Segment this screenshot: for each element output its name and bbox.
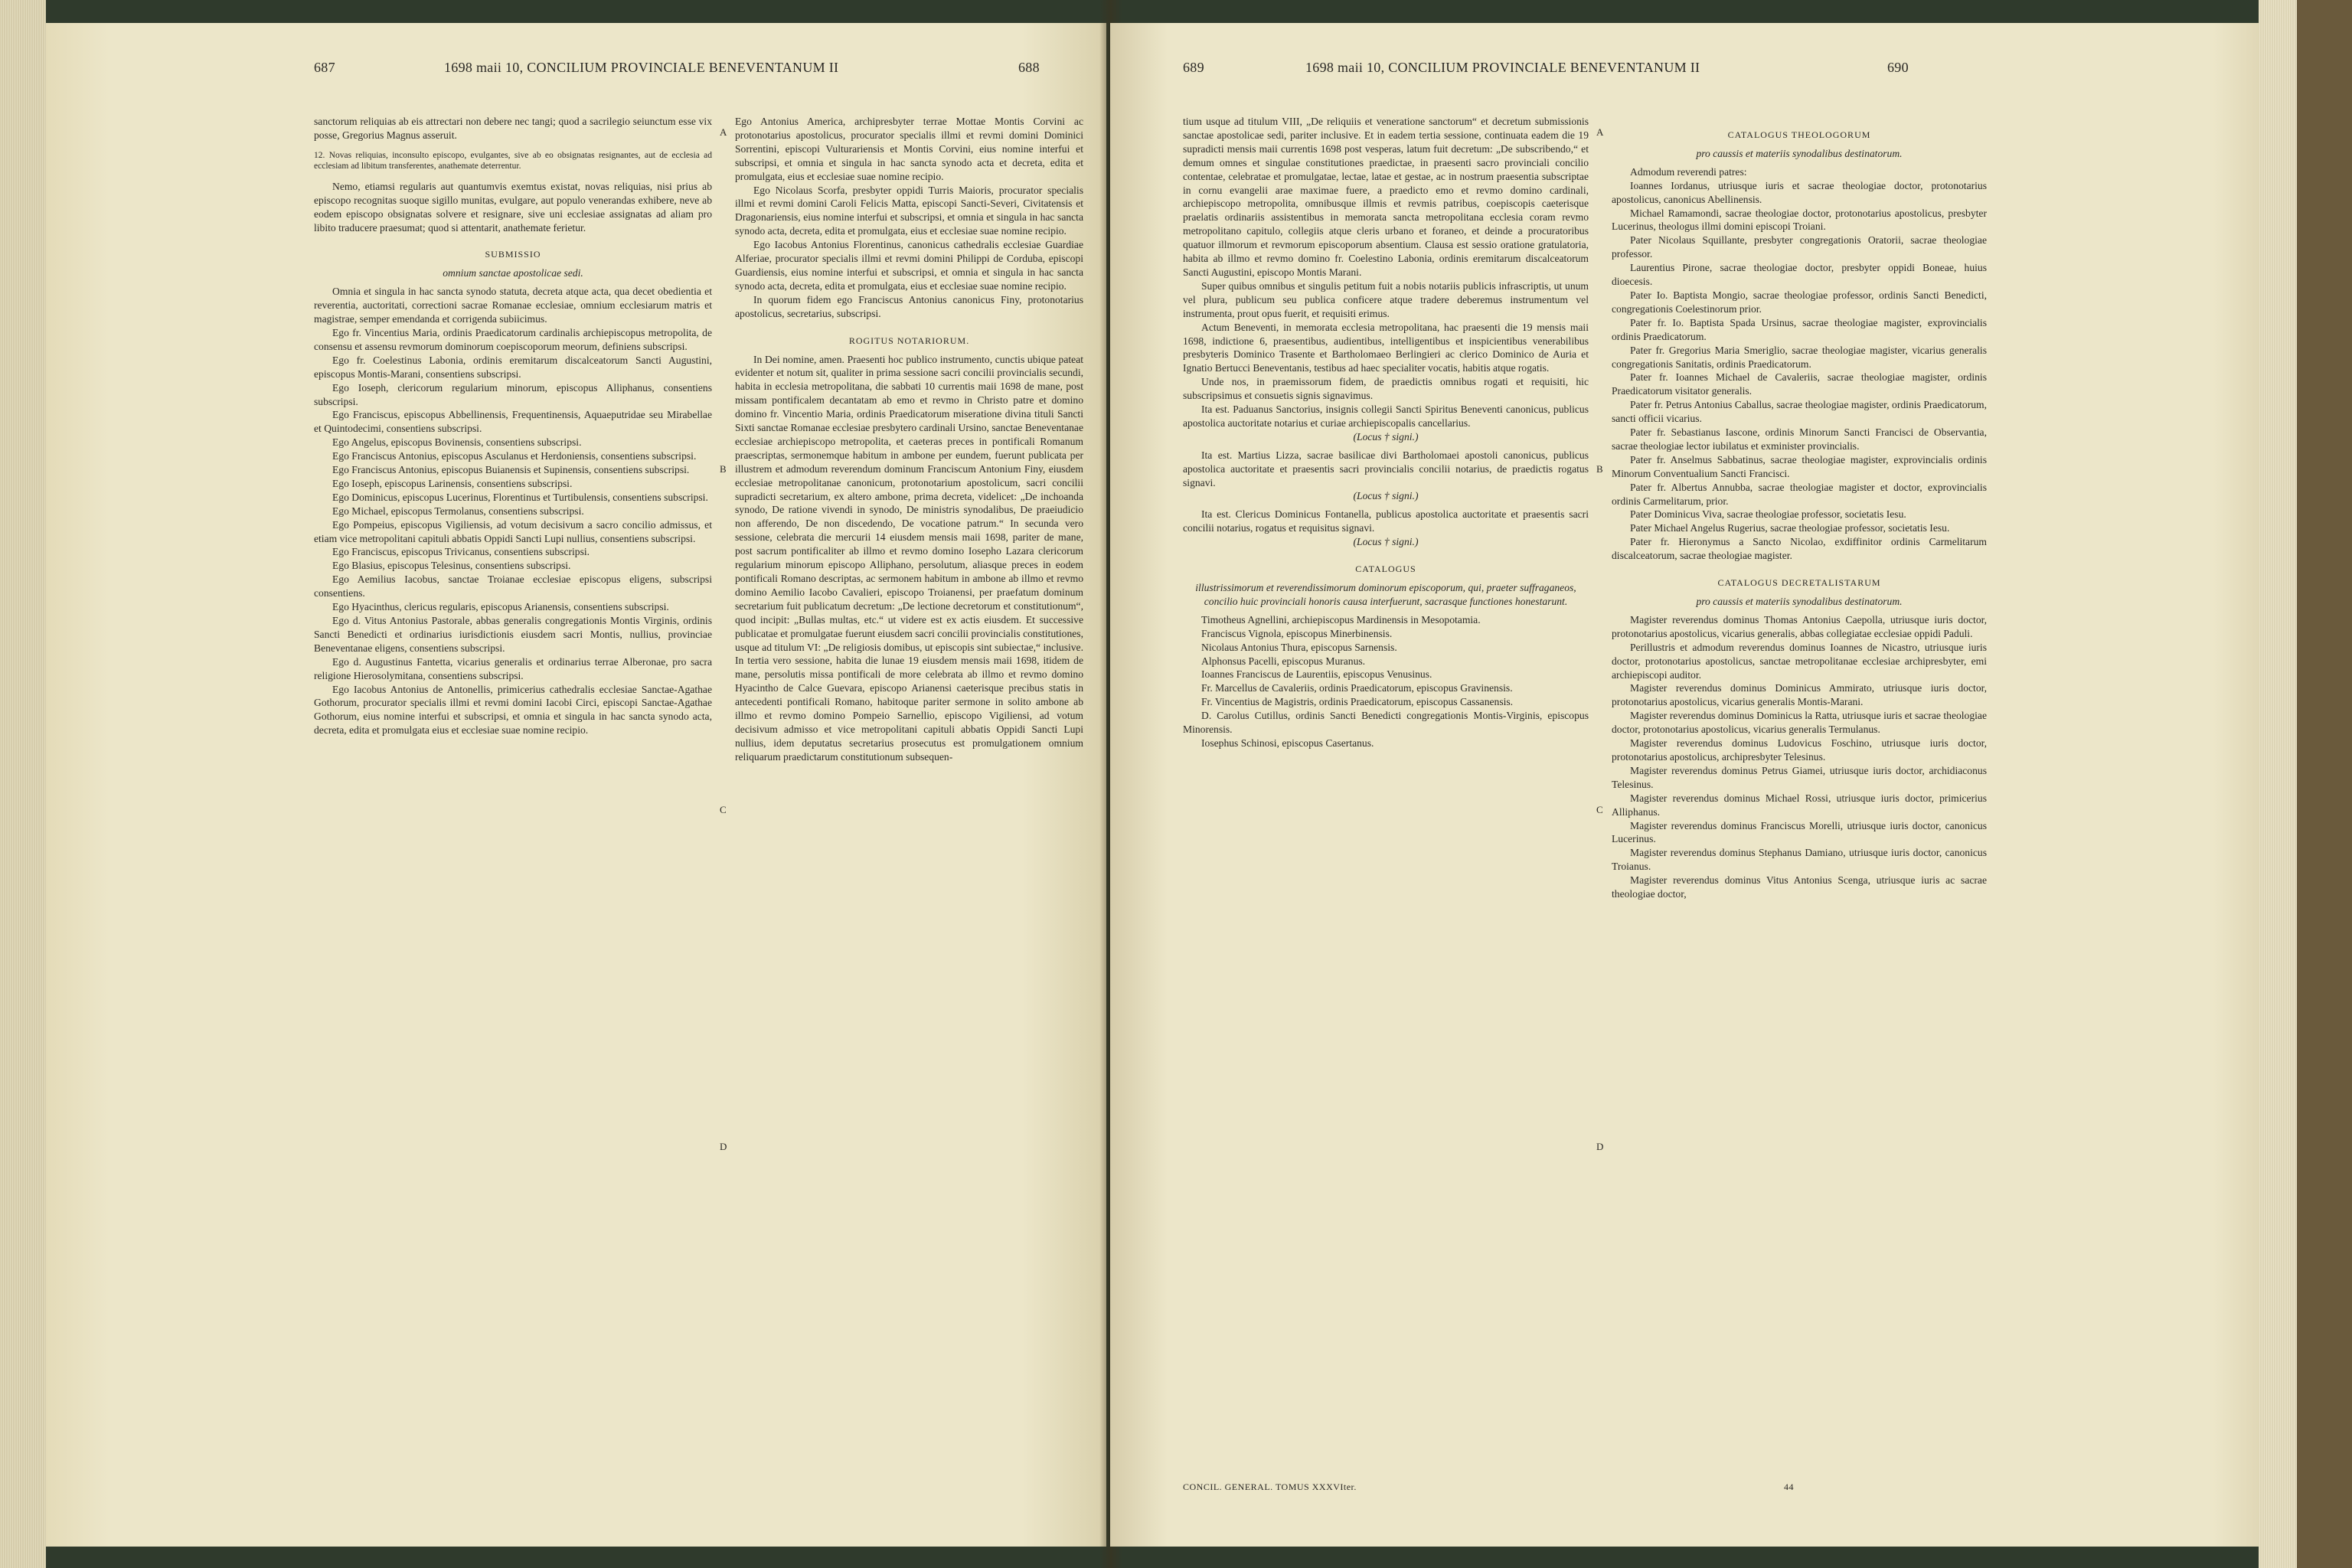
right-page-column-1	[1183, 115, 1589, 750]
paragraph: Pater Io. Baptista Mongio, sacrae theologiae professor, ordinis Sancti Benedicti, congregationis Coelestinorum prior.	[1612, 289, 1987, 315]
paragraph: Magister reverendus dominus Vitus Antonius Scenga, utriusque iuris ac sacrae theologiae doctor,	[1612, 874, 1987, 900]
paragraph: Ego Antonius America, archipresbyter terrae Mottae Montis Corvini ac protonotarius apostolicus, procurator specialis illmi et revmi domini Dominici Sorrentini, episcopi Vulturariensis et Montis Corvini, eius nomine interfui et subscripsi, et omnia et singula in hac sancta synodo acta et decreta, edita et promulgata, eius et ecclesiae suae nomine recipio.	[735, 116, 1083, 182]
margin-letter-a-right: A	[1596, 126, 1604, 138]
paragraph: CATALOGUS DECRETALISTARUM	[1717, 577, 1881, 589]
paragraph: Franciscus Vignola, episcopus Minerbinensis.	[1201, 627, 1393, 639]
paragraph: Fr. Vincentius de Magistris, ordinis Praedicatorum, episcopus Cassanensis.	[1201, 696, 1514, 708]
paragraph: (Locus † signi.)	[1353, 430, 1419, 443]
paragraph: Ego Franciscus, episcopus Trivicanus, consentiens subscripsi.	[332, 546, 590, 558]
paragraph: Ego Hyacinthus, clericus regularis, episcopus Arianensis, consentiens subscripsi.	[332, 601, 669, 613]
margin-letter-b-right: B	[1596, 463, 1603, 475]
paragraph: Pater Dominicus Viva, sacrae theologiae professor, societatis Iesu.	[1630, 508, 1906, 521]
paragraph: Nemo, etiamsi regularis aut quantumvis exemtus existat, novas reliquias, nisi prius ab episcopo recognitas suoque sigillo munitas, evulgare, aut populo venerandas exhibere, neve ab eodem episcopo obsignatas solvere et resignare, sive uni ecclesiae assignatas ad aliam pro libito traducere praesumat; quod si attentarit, anathemate ferietur.	[314, 180, 712, 234]
book-cover-edge	[2297, 0, 2352, 1568]
paragraph: Ego Franciscus, episcopus Abbellinensis, Frequentinensis, Aquaeputridae seu Mirabellae et Quintodecimi, consentiens subscripsi.	[314, 409, 712, 435]
left-page-column-1	[314, 115, 712, 737]
paragraph: Ita est. Clericus Dominicus Fontanella, publicus apostolica auctoritate et praesentis sacri concilii notarius, rogatus et requisitus signavi.	[1183, 508, 1589, 534]
paragraph: Ioannes Franciscus de Laurentiis, episcopus Venusinus.	[1201, 668, 1432, 681]
running-head-left: 1698 maii 10, CONCILIUM PROVINCIALE BENEVENTANUM II	[444, 60, 839, 75]
paragraph: Ego fr. Coelestinus Labonia, ordinis eremitarum discalceatorum Sancti Augustini, episcopus Montis-Marani, consentiens subscripsi.	[314, 354, 712, 380]
paragraph: SUBMISSIO	[485, 249, 541, 260]
paragraph: Ego Aemilius Iacobus, sanctae Troianae ecclesiae episcopus eligens, subscripsi consentiens.	[314, 573, 712, 599]
paragraph: Fr. Marcellus de Cavaleriis, ordinis Praedicatorum, episcopus Gravinensis.	[1201, 682, 1513, 694]
paragraph: ROGITUS NOTARIORUM.	[848, 335, 970, 346]
paragraph: Ego Dominicus, episcopus Lucerinus, Florentinus et Turtibulensis, consentiens subscripsi.	[332, 491, 708, 503]
page-number-690: 690	[1887, 60, 1909, 75]
page-edge-right	[2259, 0, 2297, 1568]
paragraph: Ego d. Vitus Antonius Pastorale, abbas generalis congregationis Montis Virginis, ordinis Sancti Benedicti et ordinarius iurisdictionis eiusdem sacri Montis, nullius, provinciae Beneventanae eligens, consentiens subscripsi.	[314, 615, 712, 654]
paragraph: Perillustris et admodum reverendus dominus Ioannes de Nicastro, utriusque iuris doctor, protonotarius apostolicus, sanctae metropolitanae ecclesiae archipresbyter, emi archiepiscopi auditor.	[1612, 641, 1987, 681]
left-page	[46, 23, 1106, 1547]
page-number-688: 688	[1018, 60, 1040, 75]
paragraph: Pater fr. Io. Baptista Spada Ursinus, sacrae theologiae magister, exprovincialis ordinis Praedicatorum.	[1612, 316, 1987, 342]
paragraph: Super quibus omnibus et singulis petitum fuit a nobis notariis publicis infrascriptis, ut unum vel plura, publicum seu publica conficere atque tradere deberemus instrumentum vel instrumenta, prout opus fuerit, et requisiti erimus.	[1183, 279, 1589, 319]
running-head-right: 1698 maii 10, CONCILIUM PROVINCIALE BENEVENTANUM II	[1305, 60, 1700, 75]
margin-letter-a: A	[720, 126, 727, 138]
right-page-column-2	[1612, 115, 1987, 901]
margin-letter-c: C	[720, 804, 727, 815]
paragraph: CATALOGUS	[1355, 564, 1416, 575]
paragraph: In quorum fidem ego Franciscus Antonius canonicus Finy, protonotarius apostolicus, secretarius, subscripsi.	[735, 293, 1083, 319]
paragraph: Pater fr. Ioannes Michael de Cavaleriis, sacrae theologiae magister, ordinis Praedicatorum visitator generalis.	[1612, 371, 1987, 397]
page-number-689: 689	[1183, 60, 1204, 75]
paragraph: Ego Nicolaus Scorfa, presbyter oppidi Turris Maioris, procurator specialis illmi et revmi domini Caroli Felicis Matta, episcopi Sancti-Severi, Civitatensis et Dragonariensis, eius nomine interfui et subscripsi, et omnia et singula in hac sancta synodo acta, decreta, edita et promulgata, eius et ecclesiae suae nomine recipio.	[735, 184, 1083, 237]
paragraph: Nicolaus Antonius Thura, episcopus Sarnensis.	[1201, 641, 1397, 653]
paragraph: 12. Novas reliquias, inconsulto episcopo, evulgantes, sive ab eo obsignatas resignantes, aut de ecclesia ad ecclesiam ad libitum transferentes, anathemate deterrentur.	[314, 150, 712, 172]
margin-letter-b: B	[720, 463, 727, 475]
paragraph: (Locus † signi.)	[1353, 536, 1419, 548]
paragraph: pro caussis et materiis synodalibus destinatorum.	[1696, 147, 1903, 159]
paragraph: Ego Franciscus Antonius, episcopus Asculanus et Herdoniensis, consentiens subscripsi.	[332, 450, 697, 462]
paragraph: Laurentius Pirone, sacrae theologiae doctor, presbyter oppidi Boneae, huius dioecesis.	[1612, 262, 1987, 288]
paragraph: Ego fr. Vincentius Maria, ordinis Praedicatorum cardinalis archiepiscopus metropolita, de consensu et assensu revmorum dominorum coepiscoporum meorum, definiens subscripsi.	[314, 326, 712, 352]
paragraph: Magister reverendus dominus Petrus Giamei, utriusque iuris doctor, archidiaconus Telesinus.	[1612, 764, 1987, 790]
paragraph: Ego Ioseph, episcopus Larinensis, consentiens subscripsi.	[332, 477, 573, 489]
margin-letter-d-right: D	[1596, 1141, 1604, 1152]
paragraph: CATALOGUS THEOLOGORUM	[1727, 129, 1871, 140]
paragraph: Ego Angelus, episcopus Bovinensis, consentiens subscripsi.	[332, 436, 582, 449]
paragraph: Ita est. Martius Lizza, sacrae basilicae divi Bartholomaei apostoli canonicus, publicus apostolica auctoritate et praesentis sacri provincialis concilii notarius, de praedictis rogatus signavi.	[1183, 449, 1589, 488]
paragraph: D. Carolus Cutillus, ordinis Sancti Benedicti congregationis Montis-Virginis, episcopus Minorensis.	[1183, 710, 1589, 736]
paragraph: Ego d. Augustinus Fantetta, vicarius generalis et ordinarius terrae Alberonae, pro sacra religione Hierosolymitana, consentiens subscripsi.	[314, 655, 712, 681]
page-edge-left	[0, 0, 46, 1568]
paragraph: Ego Franciscus Antonius, episcopus Buianensis et Supinensis, consentiens subscripsi.	[332, 464, 690, 476]
paragraph: Unde nos, in praemissorum fidem, de praedictis omnibus rogati et requisiti, hic subscripsimus et consuetis signis signavimus.	[1183, 376, 1589, 402]
paragraph: In Dei nomine, amen. Praesenti hoc publico instrumento, cunctis ubique pateat evidenter et notum sit, qualiter in prima sessione sacri concilii provincialis secundi, habita in ecclesia metropolitana, die sabbati 10 currentis maii 1698 de mane, post missam pontificalem decantatam ab emo et revmo in Christo patre et domino domino fr. Vincentio Maria, ordinis Praedicatorum miseratione divina tituli Sancti Sixti sanctae Romanae ecclesiae presbytero cardinali Ursino, sanctae Beneventanae ecclesiae archiepiscopo metropolita, et caeteras preces in pontificali Romanum praescriptas, sermonemque habitum in ambone per eundem, fuerunt publicata per illustrem et admodum reverendum dominum Franciscum Antonium Finy, eiusdem ecclesiae metropolitanae canonicum, protonotarium apostolicum, sacri concilii supradicti secretarium, ex altero ambone, prima decreta, videlicet: „De inchoanda synodo, De ratione vivendi in synodo, De ministris synodalibus, De praeiudicio non afferendo, De non discedendo, De vocatione patrum.“ In secunda vero sessione, celebrata die mercurii 14 eiusdem mensis maii 1698, pariter de mane, post sacrum pontificaliter ab illmo et revmo domino Iosepho Lazara clericorum regularium minorum episcopo Alliphano, persolutum, aliasque preces in eodem pontificali Romano descriptas, ac sermonem habitum in ambone ab illmo et revmo domino Aemilio Iacobo Cavalieri, episcopo Troianensi, per praefatum dominum secretarium fuit publicatum decretum: „De lectione decretorum et constitutionum“, quod incipit: „Bullas multas, etc.“ ut videre est ex actis eiusdem. Et successive publicatae et promulgatae fuerunt eiusdem sacri concilii provincialis constitutiones, usque ad titulum VI: „De religiosis domibus, ut episcopis sint subiectae,“ inclusive. In tertia vero sessione, habita die lunae 19 eiusdem mensis maii 1698, itidem de mane, persolutis missa pontificali de more celebrata ab illmo et revmo domino Hyacintho de Calce Guevara, episcopo Arianensi caeterisque precibus statis in antecedenti pontificali Romano, habitoque pariter sermone in solito ambone ab illmo et revmo domino Pompeio Sarnellio, episcopo Vigiliensi, ad votum decisivum admisso et vice metropolitani capituli abbatis Oppidi Sancti Lupi nullius, idem deputatus secretarius prosecutus est promulgationem omnium reliquarum praedictarum constitutionum subsequen-	[735, 353, 1083, 763]
paragraph: Pater fr. Hieronymus a Sancto Nicolao, exdiffinitor ordinis Carmelitarum discalceatorum, sacrae theologiae magister.	[1612, 536, 1987, 562]
paragraph: Ioannes Iordanus, utriusque iuris et sacrae theologiae doctor, protonotarius apostolicus, canonicus Abellinensis.	[1612, 179, 1987, 205]
paragraph: Magister reverendus dominus Franciscus Morelli, utriusque iuris doctor, canonicus Lucerinus.	[1612, 819, 1987, 845]
paragraph: Magister reverendus dominus Stephanus Damiano, utriusque iuris doctor, canonicus Troianus.	[1612, 847, 1987, 873]
paragraph: Michael Ramamondi, sacrae theologiae doctor, protonotarius apostolicus, presbyter Lucerinus, theologus illmi domini episcopi Troiani.	[1612, 207, 1987, 233]
margin-letter-d: D	[720, 1141, 727, 1152]
left-page-column-2	[735, 115, 1083, 764]
paragraph: Pater fr. Petrus Antonius Caballus, sacrae theologiae magister, ordinis Praedicatorum, sancti officii vicarius.	[1612, 399, 1987, 425]
paragraph: tium usque ad titulum VIII, „De reliquiis et veneratione sanctorum“ et decretum submissionis sanctae apostolicae sedi, pariter inclusive. Et in eadem tertia sessione, continuata eadem die 19 supradicti mensis maii currentis 1698 post vesperas, latum fuit decretum: „De subscribendo,“ et demum omnes et singulae constitutiones praedictae, in praesenti sacro provinciali concilio contentae, celebratae et promulgatae, lectae, latae et gestae, ac in nostrum praesentia subscriptae in cornu evangelii arae maximae fuere, a praedicto emo et revmo domino cardinali, archiepiscopo metropolita, omnibusque illmis et revmis patribus, coepiscopis caeterisque praelatis ordinariis assistentibus in memorata sancta metropolitana ecclesia coram revmo metropolitano capitulo, collegiis atque cleris urbano et foraneo, et deinde a procuratoribus quatuor illmorum et revmorum episcoporum absentium. Clausa est sessio oratione gratulatoria, habita ab illmo et revmo domino fr. Coelestino Labonia, ordinis eremitarum discalceatorum Sancti Augustini, episcopo Montis Marani.	[1183, 116, 1589, 278]
paragraph: Pater fr. Gregorius Maria Smeriglio, sacrae theologiae magister, vicarius generalis congregationis Sanitatis, ordinis Praedicatorum.	[1612, 344, 1987, 370]
paragraph: Pater fr. Sebastianus Iascone, ordinis Minorum Sancti Francisci de Observantia, sacrae theologiae lector iubilatus et exminister provincialis.	[1612, 426, 1987, 452]
paragraph: Ego Ioseph, clericorum regularium minorum, episcopus Alliphanus, consentiens subscripsi.	[314, 381, 712, 407]
paragraph: illustrissimorum et reverendissimorum dominorum episcoporum, qui, praeter suffraganeos, concilio huic provinciali honoris causa interfuerunt, sacrasque functiones honestarunt.	[1195, 582, 1576, 607]
paragraph: Ego Blasius, episcopus Telesinus, consentiens subscripsi.	[332, 560, 571, 572]
paragraph: Pater Michael Angelus Rugerius, sacrae theologiae professor, societatis Iesu.	[1630, 522, 1950, 534]
signature-number: 44	[1784, 1481, 1794, 1492]
paragraph: Pater fr. Anselmus Sabbatinus, sacrae theologiae magister, exprovincialis ordinis Minorum Conventualium Sancti Francisci.	[1612, 453, 1987, 479]
signature-line: CONCIL. GENERAL. TOMUS XXXVIter.	[1183, 1481, 1357, 1492]
paragraph: Pater fr. Albertus Annubba, sacrae theologiae magister et doctor, exprovincialis ordinis Carmelitarum, prior.	[1612, 481, 1987, 507]
paragraph: Ego Michael, episcopus Termolanus, consentiens subscripsi.	[332, 505, 584, 517]
paragraph: Pater Nicolaus Squillante, presbyter congregationis Oratorii, sacrae theologiae professor.	[1612, 234, 1987, 260]
paragraph: sanctorum reliquias ab eis attrectari non debere nec tangi; quod a sacrilegio seiunctum esse vix posse, Gregorius Magnus asseruit.	[314, 116, 712, 141]
paragraph: Ego Pompeius, episcopus Vigiliensis, ad votum decisivum a sacro concilio admissus, et etiam vice metropolitani capituli abbatis Oppidi Sancti Lupi nullius, consentiens subscripsi.	[314, 518, 712, 544]
paragraph: Magister reverendus dominus Dominicus la Ratta, utriusque iuris et sacrae theologiae doctor, protonotarius apostolicus, vicarius generalis Termulanus.	[1612, 710, 1987, 736]
right-page	[1110, 23, 2259, 1547]
paragraph: Alphonsus Pacelli, episcopus Muranus.	[1201, 655, 1366, 667]
paragraph: Timotheus Agnellini, archiepiscopus Mardinensis in Mesopotamia.	[1201, 613, 1481, 626]
paragraph: Ita est. Paduanus Sanctorius, insignis collegii Sancti Spiritus Beneventi canonicus, publicus apostolica auctoritate notarius et curiae archiepiscopalis cancellarius.	[1183, 403, 1589, 429]
margin-letter-c-right: C	[1596, 804, 1603, 815]
paragraph: Omnia et singula in hac sancta synodo statuta, decreta atque acta, qua decet obedientia et reverentia, auctoritati, correctioni sacrae Romanae ecclesiae, omnium ecclesiarum matris et magistrae, semper emendanda et corrigenda subiicimus.	[314, 286, 712, 325]
paragraph: Magister reverendus dominus Michael Rossi, utriusque iuris doctor, primicerius Alliphanus.	[1612, 792, 1987, 818]
paragraph: Iosephus Schinosi, episcopus Casertanus.	[1201, 737, 1374, 749]
paragraph: pro caussis et materiis synodalibus destinatorum.	[1696, 596, 1903, 607]
paragraph: Ego Iacobus Antonius de Antonellis, primicerius cathedralis ecclesiae Sanctae-Agathae Gothorum, procurator specialis illmi et revmi domini Iacobi Circi, episcopi Sanctae-Agathae Gothorum, eius nomine interfui et subscripsi, et omnia et singula in hac sancta synodo acta, decreta, edita et promulgata eius et ecclesiae suae nomine recipio.	[314, 683, 712, 737]
paragraph: Magister reverendus dominus Thomas Antonius Caepolla, utriusque iuris doctor, protonotarius apostolicus, vicarius generalis, abbas collegiatae ecclesiae oppidi Paduli.	[1612, 613, 1987, 639]
paragraph: Magister reverendus dominus Ludovicus Foschino, utriusque iuris doctor, protonotarius apostolicus, archipresbyter Telesinus.	[1612, 737, 1987, 763]
paragraph: Magister reverendus dominus Dominicus Ammirato, utriusque iuris doctor, protonotarius apostolicus, vicarius generalis Montis-Marani.	[1612, 682, 1987, 708]
paragraph: Ego Iacobus Antonius Florentinus, canonicus cathedralis ecclesiae Guardiae Alferiae, procurator specialis illmi et revmi domini Philippi de Corduba, episcopi Guardiensis, eius nomine interfui et subscripsi, et omnia et singula in hac sancta synodo acta, decreta, edita et promulgata, eius et ecclesiae suae nomine recipio.	[735, 239, 1083, 292]
paragraph: Admodum reverendi patres:	[1630, 165, 1747, 178]
paragraph: omnium sanctae apostolicae sedi.	[443, 267, 583, 279]
page-number-687: 687	[314, 60, 335, 75]
paragraph: (Locus † signi.)	[1353, 490, 1419, 502]
paragraph: Actum Beneventi, in memorata ecclesia metropolitana, hac praesenti die 19 mensis maii 1698, indictione 6, praesentibus, audientibus, intelligentibus et inspicientibus venerabilibus presbyteris Dominico Trasente et Bartholomaeo Berlingieri ac clerico Dominico de Auria et Ignatio Bertucci Beneventanis, testibus ad haec specialiter vocatis, habitis atque rogatis.	[1183, 321, 1589, 374]
